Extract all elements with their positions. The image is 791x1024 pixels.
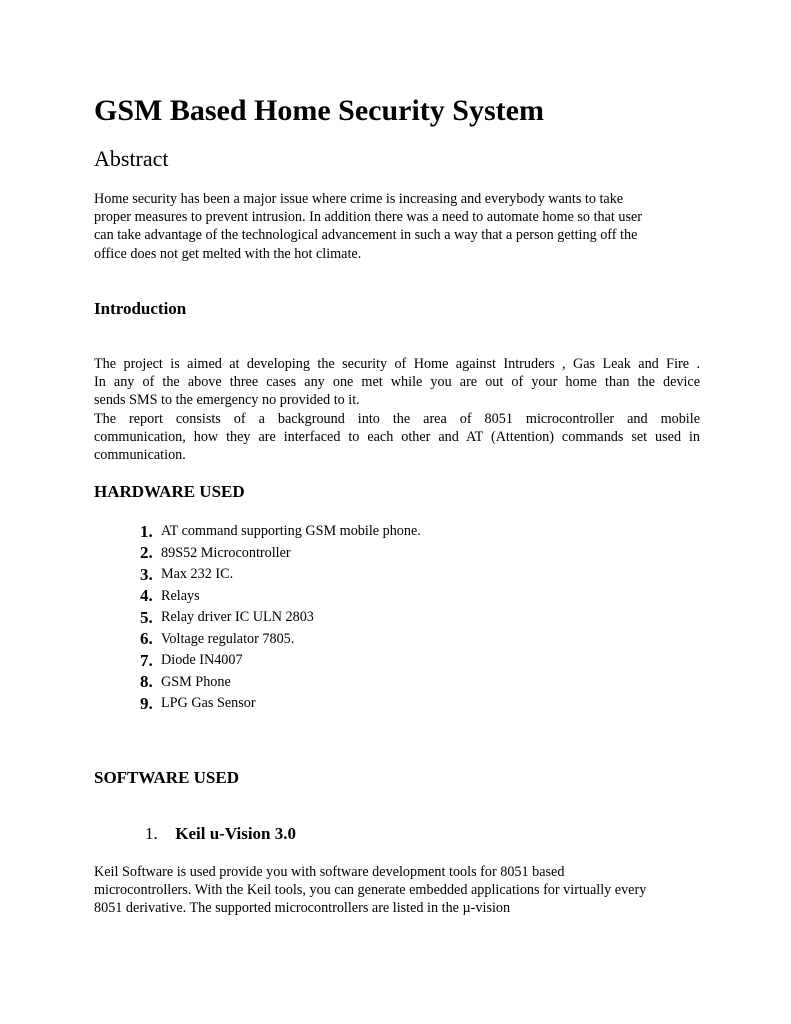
list-text: Voltage regulator 7805. [161, 630, 295, 647]
keil-paragraph [94, 863, 700, 918]
hardware-heading: HARDWARE USED [94, 482, 245, 501]
list-text: Max 232 IC. [161, 566, 234, 583]
introduction-line: The project is aimed at developing the security of Home against Intruders , Gas Leak and Fire . [94, 356, 700, 372]
list-text: Relay driver IC ULN 2803 [161, 609, 314, 626]
abstract-line: office does not get melted with the hot climate. [94, 245, 362, 262]
introduction-line: The report consists of a background into the area of 8051 microcontroller and mobile [94, 410, 700, 427]
abstract-line: proper measures to prevent intrusion. In addition there was a need to automate home so that user [94, 209, 643, 226]
list-text: Diode IN4007 [161, 652, 243, 669]
abstract-heading: Abstract [94, 146, 169, 171]
introduction-line: In any of the above three cases any one met while you are out of your home than the device [94, 374, 700, 391]
list-item [140, 607, 421, 629]
list-item [140, 672, 421, 694]
list-text: 89S52 Microcontroller [161, 544, 291, 561]
keil-line: Keil Software is used provide you with software development tools for 8051 based [94, 864, 565, 880]
list-item [140, 650, 421, 672]
list-item [140, 693, 421, 715]
document-title: GSM Based Home Security System [94, 94, 544, 127]
software-heading: SOFTWARE USED [94, 768, 240, 787]
introduction-line: sends SMS to the emergency no provided to it. [94, 392, 360, 409]
list-text: LPG Gas Sensor [161, 695, 256, 712]
list-number: 1. [140, 521, 153, 541]
list-item [140, 521, 421, 543]
list-item [140, 586, 421, 608]
keil-line: microcontrollers. With the Keil tools, you can generate embedded applications for virtually every [94, 882, 647, 899]
list-text: Keil u-Vision 3.0 [175, 824, 296, 843]
introduction-heading: Introduction [94, 299, 187, 318]
list-item [140, 564, 421, 586]
list-number: 5. [140, 607, 153, 627]
abstract-line: Home security has been a major issue where crime is increasing and everybody wants to take [94, 191, 624, 207]
list-number: 7. [140, 650, 153, 670]
list-number: 1. [145, 824, 158, 843]
software-list-item [145, 823, 296, 845]
list-item [140, 543, 421, 565]
list-number: 8. [140, 672, 153, 692]
list-number: 4. [140, 586, 153, 606]
list-text: GSM Phone [161, 673, 231, 690]
list-number: 9. [140, 693, 153, 713]
list-text: Relays [161, 587, 200, 604]
introduction-line: communication, how they are interfaced to each other and AT (Attention) commands set used in [94, 428, 700, 445]
list-item [140, 629, 421, 651]
introduction-paragraph [94, 355, 700, 464]
list-number: 6. [140, 629, 153, 649]
list-text: AT command supporting GSM mobile phone. [161, 523, 421, 540]
hardware-list [140, 521, 421, 715]
list-number: 2. [140, 543, 153, 563]
abstract-paragraph [94, 190, 700, 263]
introduction-line: communication. [94, 447, 186, 464]
abstract-line: can take advantage of the technological advancement in such a way that a person getting off the [94, 227, 638, 244]
list-number: 3. [140, 564, 153, 584]
keil-line: 8051 derivative. The supported microcontrollers are listed in the µ-vision [94, 900, 511, 917]
